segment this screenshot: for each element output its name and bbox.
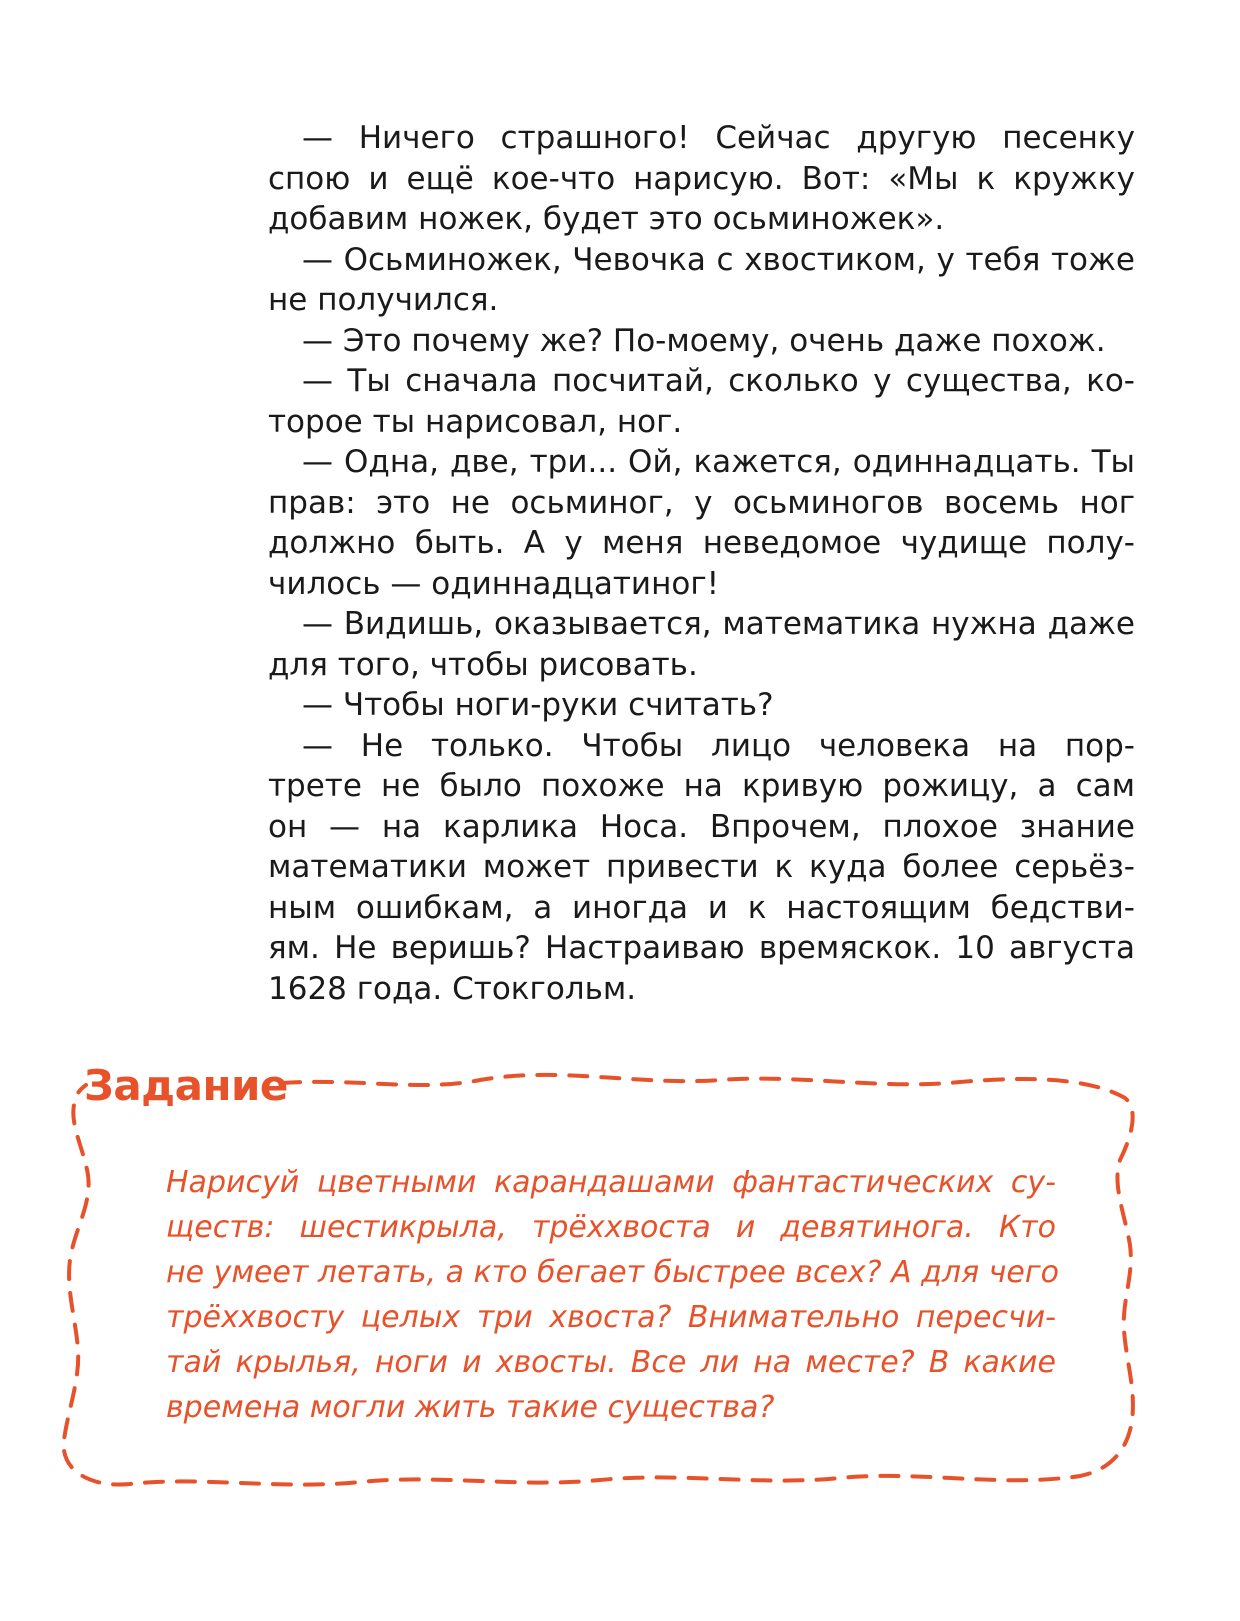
story-line: — Это почему же? По-моему, очень даже похож. xyxy=(302,322,1106,359)
story-line: чилось — одиннадцатиног! xyxy=(268,565,720,602)
story-line: добавим ножек, будет это осьминожек». xyxy=(268,201,945,237)
story-line: он — на карлика Носа. Впрочем, плохое знание xyxy=(268,808,1135,845)
story-line: прав: это не осьминог, у осьминогов восемь ног xyxy=(268,484,1135,521)
task-line: тай крылья, ноги и хвосты. Все ли на месте? В какие xyxy=(166,1345,1056,1380)
story-line: математики может привести к куда более серьёз- xyxy=(268,849,1135,885)
story-line: ным ошибкам, а иногда и к настоящим бедстви- xyxy=(268,889,1135,926)
story-line: трете не было похоже на кривую рожицу, а сам xyxy=(268,768,1135,804)
task-line: трёххвосту целых три хвоста? Внимательно пересчи- xyxy=(166,1300,1056,1335)
story-line: — Чтобы ноги-руки считать? xyxy=(302,687,774,723)
story-line: 1628 года. Стокгольм. xyxy=(268,970,637,1007)
story-line: — Ничего страшного! Сейчас другую песенку xyxy=(302,120,1135,156)
task-title: Задание xyxy=(84,1061,288,1110)
story-line: для того, чтобы рисовать. xyxy=(268,646,698,683)
story-line: — Видишь, оказывается, математика нужна даже xyxy=(302,606,1135,642)
task-line: Нарисуй цветными карандашами фантастических су- xyxy=(166,1165,1056,1200)
story-line: — Осьминожек, Чевочка с хвостиком, у тебя тоже xyxy=(302,241,1135,278)
story-line: — Одна, две, три... Ой, кажется, одиннадцать. Ты xyxy=(302,444,1135,480)
story-line: спою и ещё кое-что нарисую. Вот: «Мы к кружку xyxy=(268,160,1135,197)
story-line: ям. Не веришь? Настраиваю времяскок. 10 августа xyxy=(268,930,1135,966)
task-line: не умеет летать, а кто бегает быстрее всех? А для чего xyxy=(166,1255,1059,1290)
story-line: — Не только. Чтобы лицо человека на пор- xyxy=(302,727,1135,764)
task-text xyxy=(166,1160,1059,1430)
task-line: ществ: шестикрыла, трёххвоста и девятинога. Кто xyxy=(166,1210,1056,1245)
story-line: — Ты сначала посчитай, сколько у существа, ко- xyxy=(302,363,1135,399)
story-line: торое ты нарисовал, ног. xyxy=(268,403,683,440)
story-line: должно быть. А у меня неведомое чудище полу- xyxy=(268,525,1135,561)
story-line: не получился. xyxy=(268,282,499,318)
task-line: времена могли жить такие существа? xyxy=(166,1390,775,1425)
